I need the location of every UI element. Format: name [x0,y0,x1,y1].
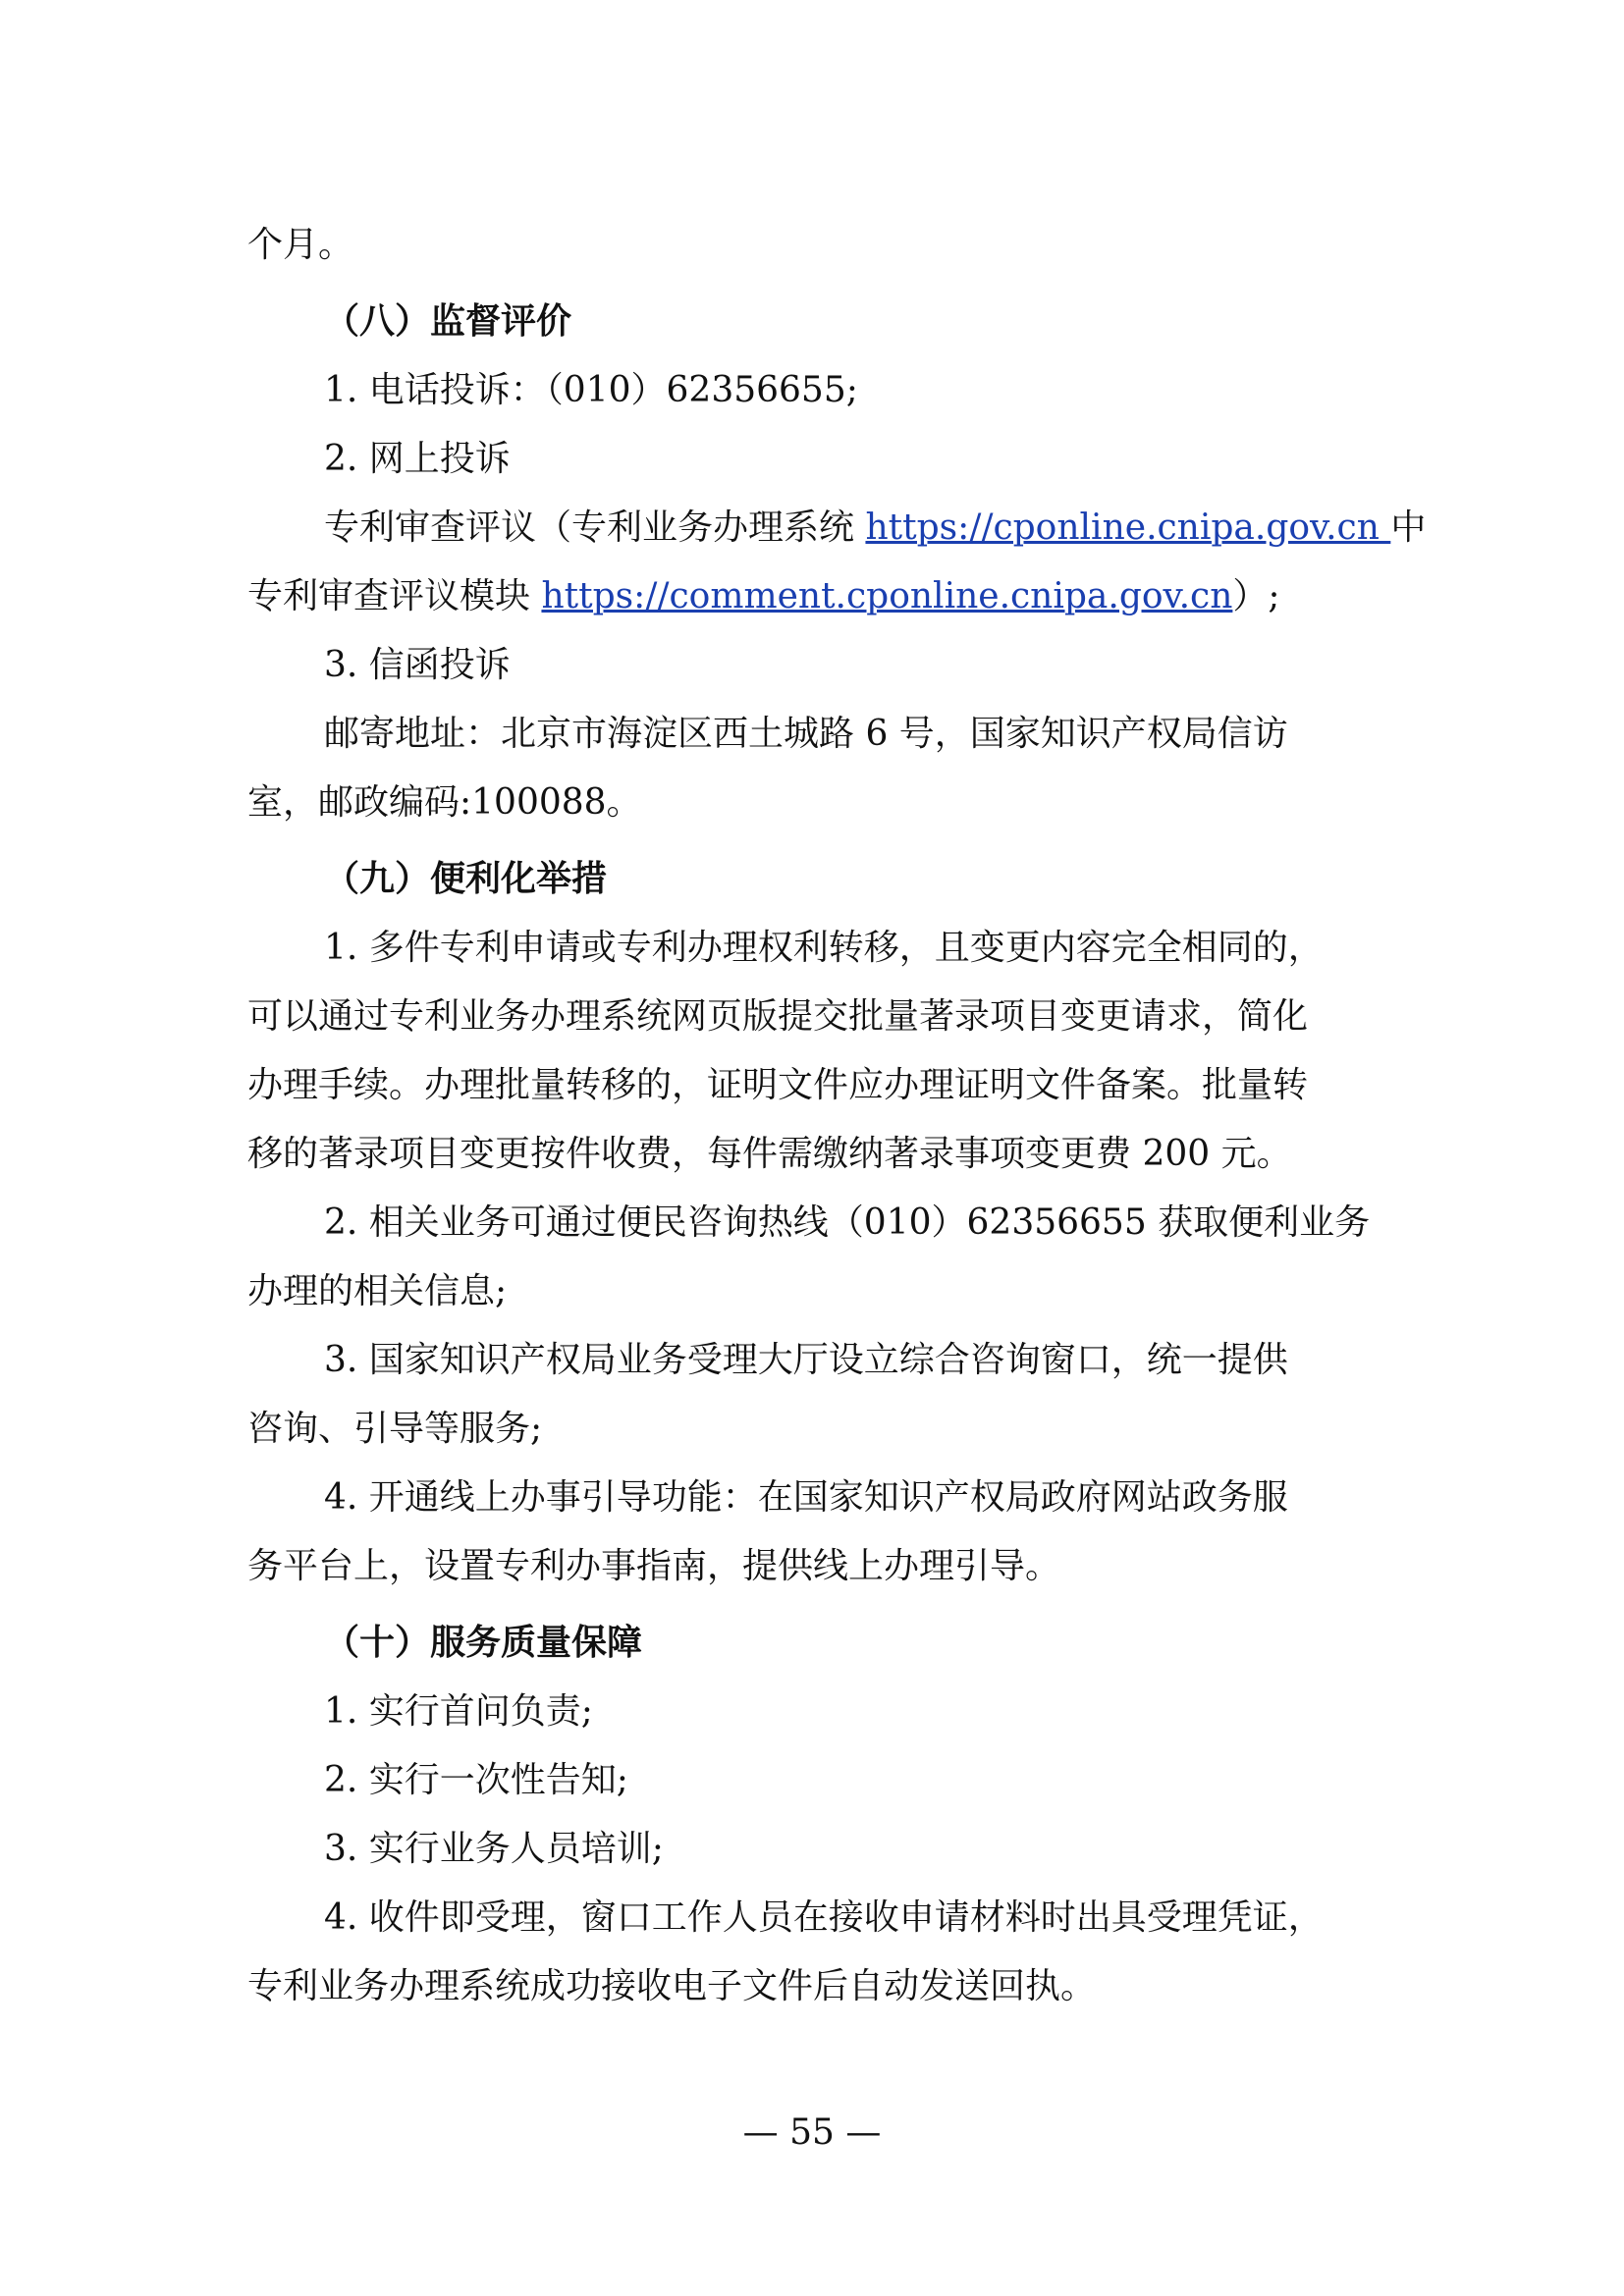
section-heading-8: （八）监督评价 [324,301,572,342]
paragraph-line: 2. 相关业务可通过便民咨询热线（010）62356655 获取便利业务 [324,1202,1371,1243]
paragraph-line: 1. 电话投诉：（010）62356655; [324,370,858,410]
paragraph-line [247,562,1384,631]
text-span: 专利审查评议模块 [247,576,542,616]
paragraph-line: 1. 多件专利申请或专利办理权利转移，且变更内容完全相同的， [324,928,1324,968]
page-number: — 55 — [742,2112,882,2153]
paragraph-line: 4. 开通线上办事引导功能：在国家知识产权局政府网站政务服 [324,1477,1288,1518]
paragraph-line: 1. 实行首问负责; [324,1691,593,1732]
text-span: 专利审查评议（专利业务办理系统 [324,507,866,548]
paragraph-line: 可以通过专利业务办理系统网页版提交批量著录项目变更请求，简化 [247,996,1309,1037]
paragraph-line: 移的著录项目变更按件收费，每件需缴纳著录事项变更费 200 元。 [247,1134,1292,1174]
paragraph-line [247,494,1427,562]
paragraph-line: 办理手续。办理批量转移的，证明文件应办理证明文件备案。批量转 [247,1065,1309,1105]
paragraph-line: 3. 国家知识产权局业务受理大厅设立综合咨询窗口，统一提供 [324,1340,1288,1380]
paragraph-line: 务平台上，设置专利办事指南，提供线上办理引导。 [247,1546,1061,1586]
document-body [247,211,1427,2021]
paragraph-line: 3. 实行业务人员培训; [324,1829,664,1869]
paragraph-line: 专利业务办理系统成功接收电子文件后自动发送回执。 [247,1966,1097,2006]
paragraph-line: 3. 信函投诉 [324,645,511,685]
cponline-link[interactable]: https://cponline.cnipa.gov.cn [865,507,1391,548]
text-span: 中 [1390,507,1427,548]
paragraph-line: 办理的相关信息; [247,1271,508,1311]
comment-link[interactable]: https://comment.cponline.cnipa.gov.cn [541,576,1233,616]
paragraph-line: 个月。 [247,225,354,265]
paragraph-line: 2. 实行一次性告知; [324,1760,628,1800]
paragraph-line: 室，邮政编码:100088。 [247,782,642,823]
text-span: ）; [1232,576,1280,616]
paragraph-line: 邮寄地址：北京市海淀区西土城路 6 号，国家知识产权局信访 [324,714,1288,754]
section-heading-10: （十）服务质量保障 [324,1623,643,1663]
paragraph-line: 咨询、引导等服务; [247,1409,543,1449]
section-heading-9: （九）便利化举措 [324,859,608,899]
paragraph-line: 4. 收件即受理，窗口工作人员在接收申请材料时出具受理凭证， [324,1897,1324,1938]
paragraph-line: 2. 网上投诉 [324,439,511,479]
